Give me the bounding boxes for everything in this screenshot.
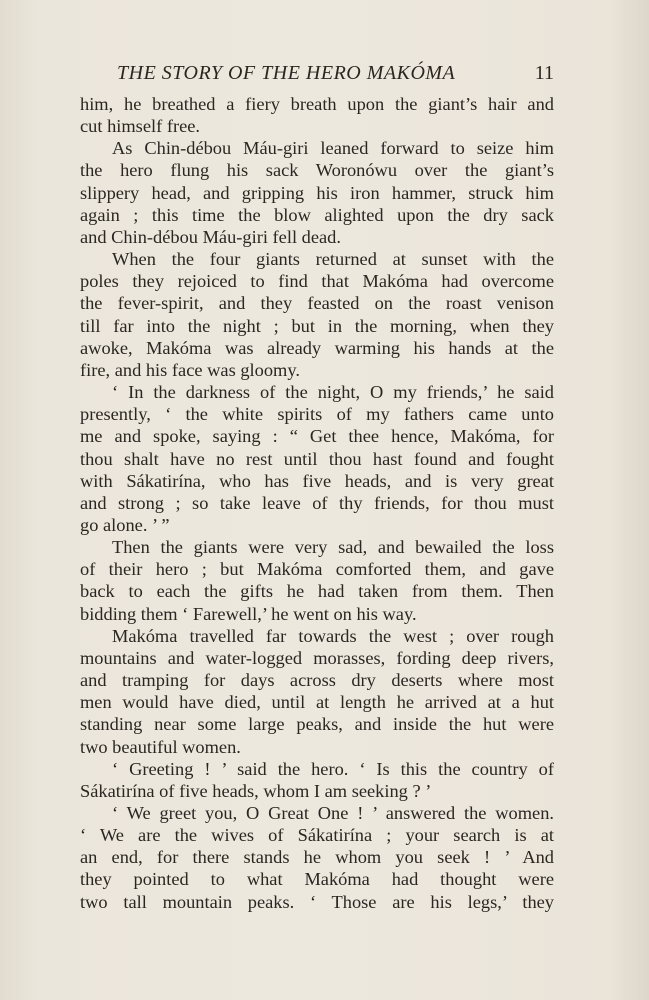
text-line: the fever-spirit, and they feasted on the roast venison	[80, 293, 554, 314]
text-line: awoke, Makóma was already warming his hands at the	[80, 337, 554, 358]
text-line: go alone. ’ ”	[80, 514, 170, 535]
text-line: ‘ We are the wives of Sákatirína ; your search is at	[80, 825, 554, 846]
text-line: me and spoke, saying : “ Get thee hence, Makóma, for	[80, 426, 554, 447]
text-line: him, he breathed a fiery breath upon the giant’s hair and	[80, 94, 554, 114]
text-line: slippery head, and gripping his iron hammer, struck him	[80, 182, 554, 203]
text-line: the hero flung his sack Woronówu over the giant’s	[80, 160, 554, 181]
text-line: When the four giants returned at sunset with the	[112, 249, 554, 270]
text-line: and Chin-débou Máu-giri fell dead.	[80, 226, 341, 247]
text-line: bidding them ‘ Farewell,’ he went on his way.	[80, 603, 417, 624]
body-text	[80, 93, 554, 913]
text-line: an end, for there stands he whom you seek ! ’ And	[80, 847, 554, 868]
text-line: Makóma travelled far towards the west ; over rough	[112, 625, 554, 646]
text-line: two beautiful women.	[80, 736, 241, 757]
text-line: Then the giants were very sad, and bewailed the loss	[112, 537, 554, 558]
text-line: ‘ Greeting ! ’ said the hero. ‘ Is this the country of	[112, 758, 554, 779]
text-line: Sákatirína of five heads, whom I am seeking ? ’	[80, 780, 432, 801]
text-line: standing near some large peaks, and inside the hut were	[80, 714, 554, 735]
text-line: and tramping for days across dry deserts where most	[80, 670, 554, 691]
text-line: two tall mountain peaks. ‘ Those are his legs,’ they	[80, 891, 554, 912]
running-title: THE STORY OF THE HERO MAKÓMA	[117, 62, 456, 84]
text-line: back to each the gifts he had taken from them. Then	[80, 581, 554, 602]
text-line: As Chin-débou Máu-giri leaned forward to seize him	[112, 138, 554, 159]
page-number: 11	[534, 62, 554, 84]
text-line: with Sákatirína, who has five heads, and is very great	[80, 470, 554, 491]
text-line: again ; this time the blow alighted upon the dry sack	[80, 204, 554, 225]
text-line: cut himself free.	[80, 116, 200, 137]
text-line: of their hero ; but Makóma comforted them, and gave	[80, 559, 554, 580]
text-line: presently, ‘ the white spirits of my fathers came unto	[80, 404, 554, 425]
text-line: ‘ In the darkness of the night, O my friends,’ he said	[112, 382, 554, 403]
text-line: poles they rejoiced to find that Makóma had overcome	[80, 271, 554, 292]
text-line: and strong ; so take leave of thy friends, for thou must	[80, 492, 554, 513]
text-line: thou shalt have no rest until thou hast found and fought	[80, 448, 554, 469]
text-line: mountains and water-logged morasses, fording deep rivers,	[80, 647, 554, 668]
text-line: till far into the night ; but in the morning, when they	[80, 315, 554, 336]
text-line: fire, and his face was gloomy.	[80, 359, 300, 380]
text-line: they pointed to what Makóma had thought were	[80, 869, 554, 890]
running-header	[80, 58, 554, 88]
text-line: ‘ We greet you, O Great One ! ’ answered the women.	[112, 803, 554, 823]
text-line: men would have died, until at length he arrived at a hut	[80, 692, 554, 713]
